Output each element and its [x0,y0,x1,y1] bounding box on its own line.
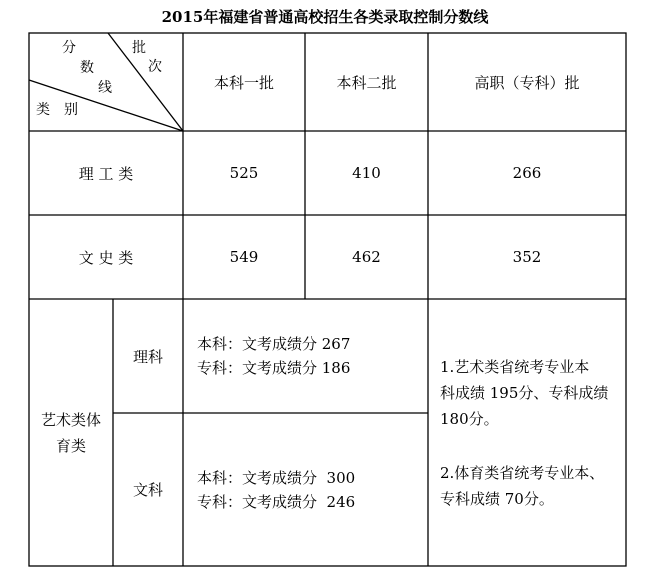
score-science-tier1: 525 [229,164,259,182]
row-label-humanities: 文 史 类 [78,248,134,267]
column-header-tier2: 本科二批 [336,73,397,92]
arts-subrow-label-humanities: 文科 [132,481,163,499]
arts-humanities-scores [197,413,428,566]
arts-science-bachelor: 本科：文考成绩分 267 [197,335,351,353]
note-sports [440,460,624,512]
note-sports-line1: 2.体育类省统考专业本、 [440,464,605,482]
arts-science-vocational: 专科：文考成绩分 186 [197,359,351,377]
score-humanities-tier1: 549 [229,248,259,266]
corner-label-pi: 批 [132,40,146,56]
arts-sports-label-line1: 艺术类体 [40,410,101,429]
arts-humanities-vocational: 专科：文考成绩分 246 [197,492,356,511]
arts-subrow-label-science: 理科 [132,347,163,366]
corner-label-fen: 分 [62,40,76,56]
corner-label-lei: 类 [36,102,50,118]
arts-sports-label-line2: 育类 [55,436,86,455]
corner-label-shu: 数 [80,60,94,76]
score-science-tier2: 410 [352,164,381,182]
score-humanities-vocational: 352 [512,248,542,266]
note-sports-line2: 专科成绩 70分。 [440,490,554,508]
column-header-vocational: 高职（专科）批 [474,73,580,92]
row-label-arts-sports [29,299,113,566]
arts-science-scores [197,299,428,413]
score-humanities-tier2: 462 [352,248,381,266]
corner-label-bie: 别 [64,102,78,118]
column-header-tier1: 本科一批 [213,73,274,92]
note-arts [440,354,624,432]
corner-label-ci: 次 [148,59,162,75]
score-science-vocational: 266 [512,164,542,182]
page-title: 2015年福建省普通高校招生各类录取控制分数线 [161,8,489,26]
note-arts-line2: 科成绩 195分、专科成绩 [440,384,609,402]
arts-humanities-bachelor: 本科：文考成绩分 300 [197,468,356,487]
note-arts-line1: 1.艺术类省统考专业本 [440,358,590,376]
corner-label-xian: 线 [98,80,112,96]
row-label-science: 理 工 类 [78,164,134,183]
note-arts-line3: 180分。 [440,410,499,428]
